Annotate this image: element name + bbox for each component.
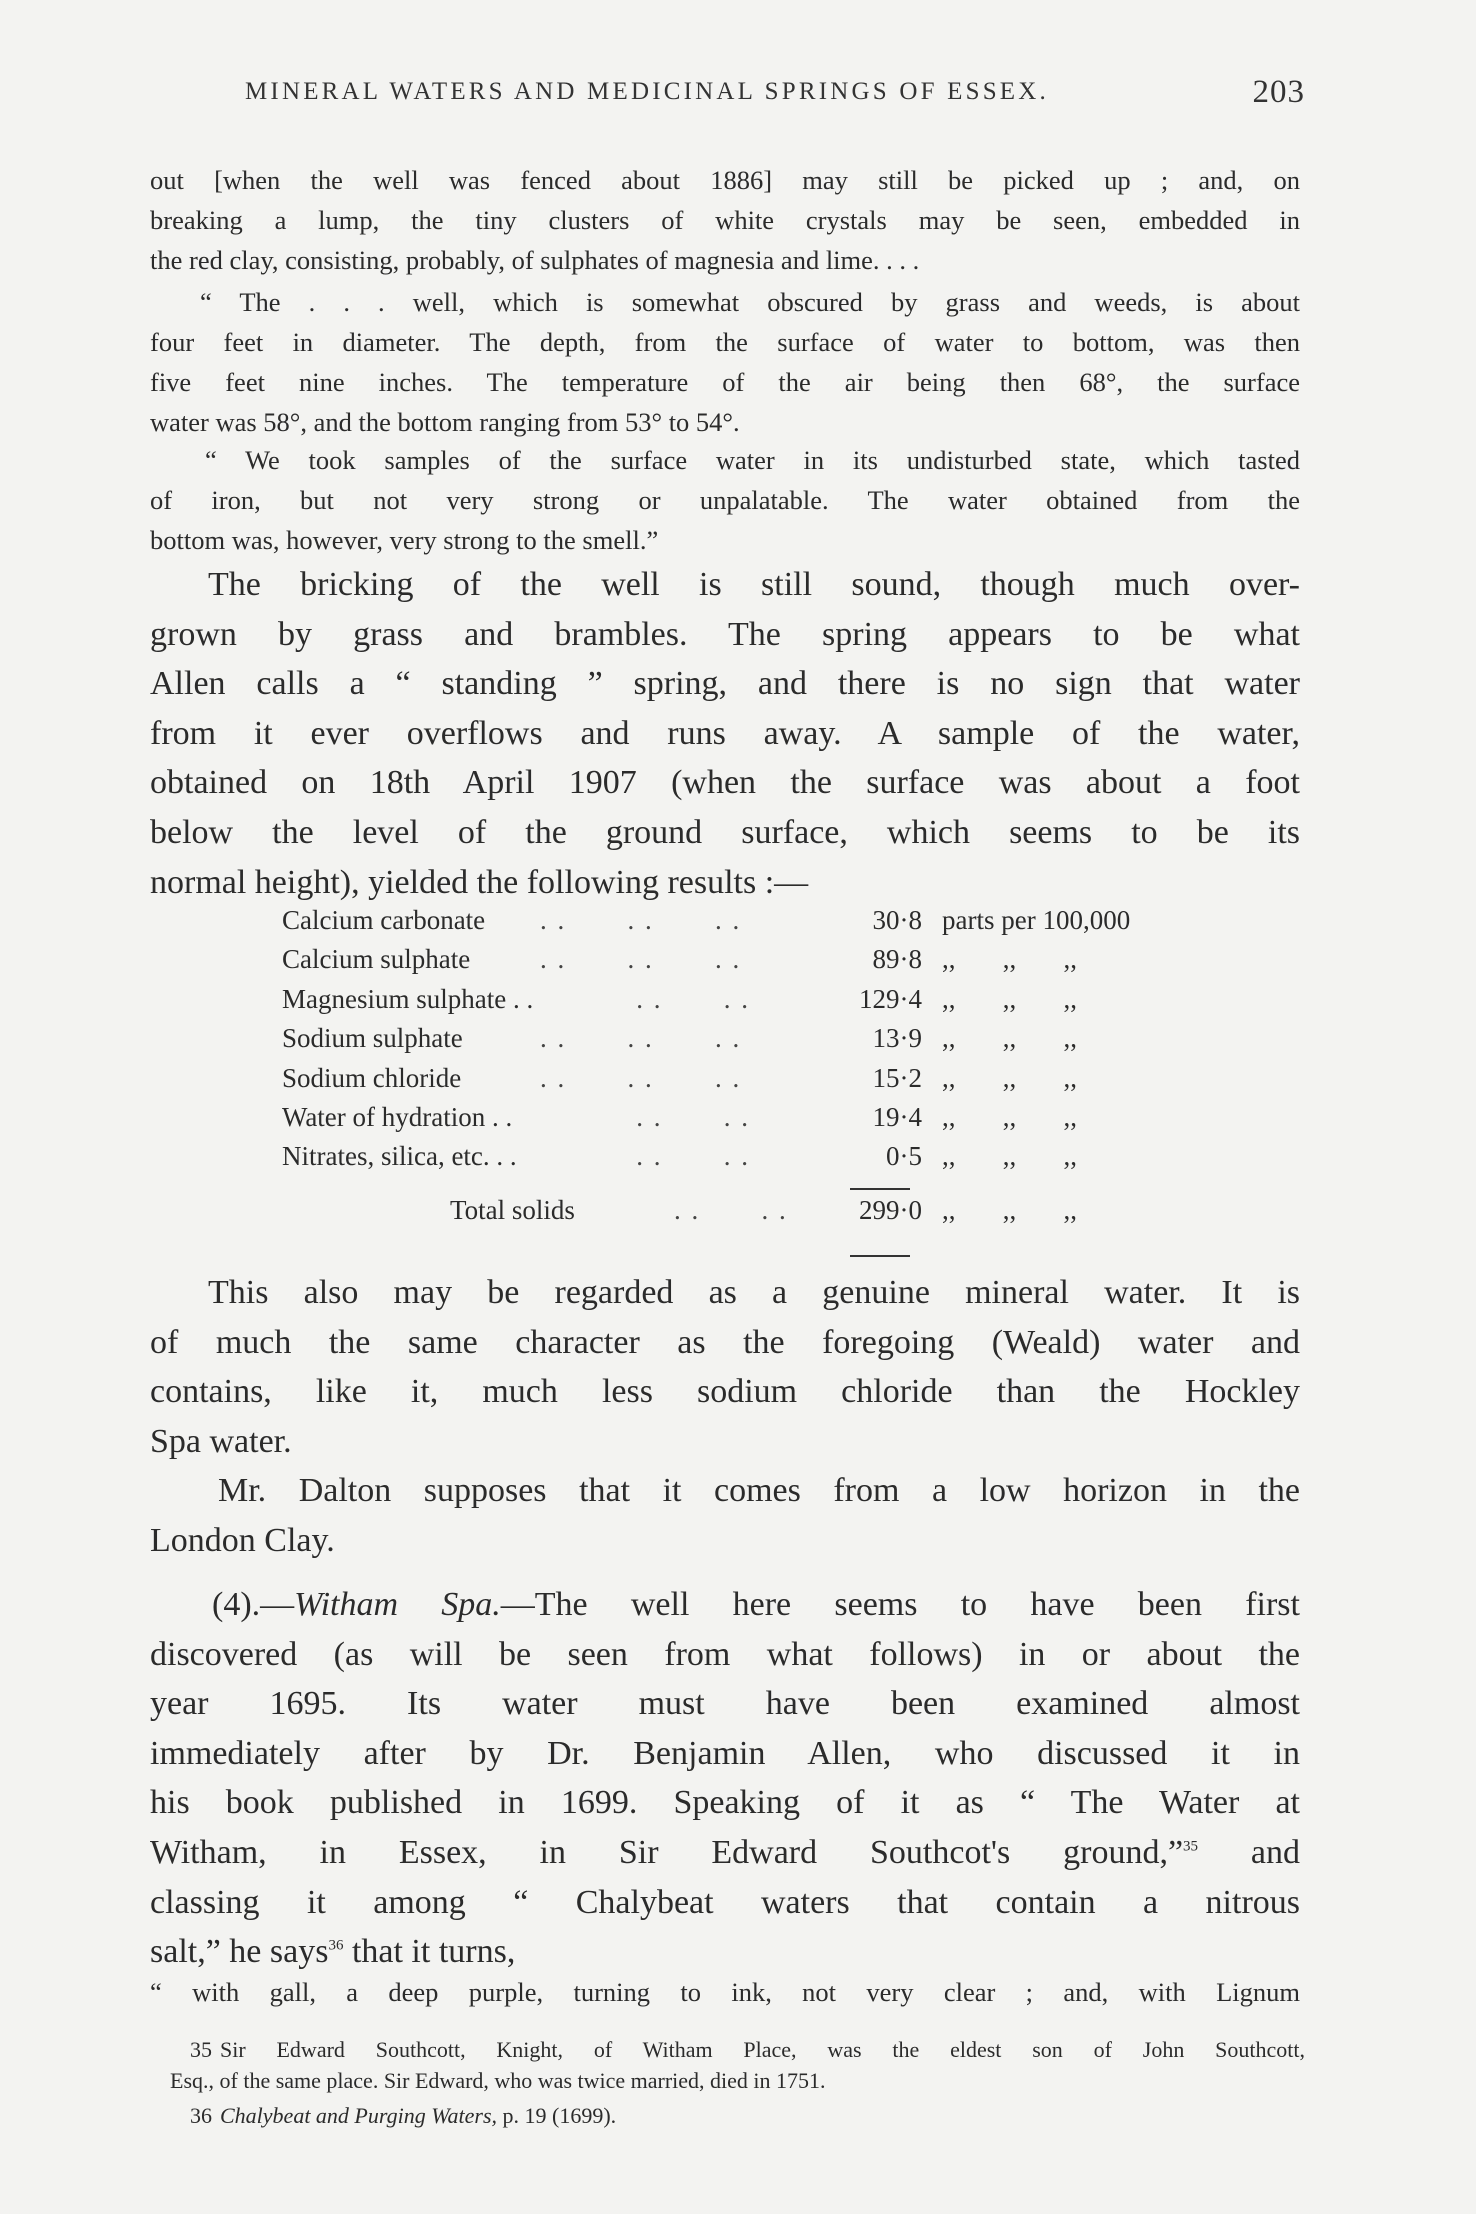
section-title: Witham Spa. [294, 1586, 501, 1623]
text-line: This also may be regarded as a genuine mineral water. It is [208, 1274, 1300, 1311]
text-line: London Clay. [150, 1521, 335, 1559]
row-label: Sodium chloride [282, 1062, 462, 1093]
leader-dots: . . . . [674, 1194, 788, 1225]
text-line: water was 58°, and the bottom ranging from 53° to 54°. [150, 407, 740, 437]
table-row [282, 984, 1182, 1023]
text-line: normal height), yielded the following results :— [150, 863, 809, 901]
text-fragment: and [1198, 1833, 1301, 1871]
row-value: 30·8 [872, 905, 922, 935]
text-line [150, 1828, 1300, 1878]
row-unit: ,, ,, ,, [942, 1062, 1077, 1093]
table-row [282, 1102, 1182, 1141]
paragraph-dalton [150, 1466, 1300, 1565]
text-line: his book published in 1699. Speaking of it as “ The Water at [150, 1784, 1300, 1822]
total-value: 299·0 [859, 1194, 922, 1225]
leader-dots: . . . . . . [540, 944, 742, 975]
footnote-36 [190, 2100, 1325, 2131]
row-label: Calcium sulphate [282, 944, 471, 975]
text-line: Mr. Dalton supposes that it comes from a low horizon in the [218, 1472, 1300, 1509]
table-row [282, 905, 1182, 944]
text-line: of much the same character as the foregoing (Weald) water and [150, 1323, 1300, 1361]
row-label: Water of hydration . . [282, 1101, 513, 1132]
leader-dots: . . . . . . [540, 1062, 742, 1093]
text-line: out [when the well was fenced about 1886] may still be picked up ; and, on [150, 165, 1300, 195]
row-label: Sodium sulphate [282, 1023, 463, 1054]
row-value: 19·4 [872, 1101, 922, 1132]
row-value: 129·4 [859, 983, 922, 1014]
text-line: “ The . . . well, which is somewhat obscured by grass and weeds, is about [200, 287, 1300, 317]
text-line: classing it among “ Chalybeat waters that contain a nitrous [150, 1883, 1300, 1921]
row-label: Magnesium sulphate . . [282, 983, 534, 1014]
leader-dots: . . . . [540, 1141, 750, 1172]
text-line: bottom was, however, very strong to the smell.” [150, 525, 659, 555]
sum-rule-bottom [850, 1255, 910, 1257]
text-line: grown by grass and brambles. The spring appears to be what [150, 615, 1300, 653]
paragraph-witham-spa [150, 1580, 1300, 1977]
text-line: of iron, but not very strong or unpalatable. The water obtained from the [150, 485, 1300, 515]
footnote-35 [170, 2034, 1305, 2096]
table-total-row [282, 1195, 1182, 1234]
footnote-line: Esq., of the same place. Sir Edward, who was twice married, died in 1751. [170, 2068, 826, 2093]
text-fragment: salt,” he says [150, 1933, 329, 1971]
row-label: Calcium carbonate [282, 905, 486, 935]
text-line: obtained on 18th April 1907 (when the surface was about a foot [150, 764, 1300, 802]
row-unit: ,, ,, ,, [942, 983, 1077, 1014]
paragraph-bricking [150, 560, 1300, 907]
paragraph-genuine-water [150, 1268, 1300, 1466]
text-line: immediately after by Dr. Benjamin Allen, who discussed it in [150, 1734, 1300, 1772]
quote-paragraph-samples [150, 440, 1300, 560]
footnote-source-title: Chalybeat and Purging Waters, [220, 2103, 498, 2128]
row-unit: ,, ,, ,, [942, 944, 1077, 975]
text-line: “ with gall, a deep purple, turning to ink, not very clear ; and, with Lignum [150, 1977, 1300, 2007]
row-unit: ,, ,, ,, [942, 1141, 1077, 1172]
row-unit: ,, ,, ,, [942, 1023, 1077, 1054]
text-fragment: that it turns, [343, 1933, 516, 1971]
row-value: 89·8 [872, 944, 922, 975]
total-label: Total solids [450, 1194, 575, 1225]
text-line: Spa water. [150, 1422, 292, 1460]
sum-rule-top [850, 1188, 910, 1190]
leader-dots: . . . . [540, 983, 750, 1014]
row-label: Nitrates, silica, etc. . . [282, 1141, 517, 1172]
text-line: “ We took samples of the surface water in its undisturbed state, which tasted [205, 445, 1300, 475]
text-fragment: —The well here seems to have been first [500, 1586, 1300, 1623]
quote-paragraph-well [150, 282, 1300, 442]
text-line [150, 1927, 1300, 1977]
leader-dots: . . . . . . [540, 1023, 742, 1054]
row-unit: parts per 100,000 [942, 905, 1131, 935]
text-line: four feet in diameter. The depth, from the surface of water to bottom, was then [150, 327, 1300, 357]
footnote-text: Sir Edward Southcott, Knight, of Witham Place, was the eldest son of John Southcott, [220, 2037, 1305, 2062]
leader-dots: . . . . [540, 1101, 750, 1132]
footnote-text: p. 19 (1699). [497, 2103, 617, 2128]
text-line: the red clay, consisting, probably, of sulphates of magnesia and lime. . . . [150, 245, 920, 275]
table-row [282, 944, 1182, 983]
text-line: The bricking of the well is still sound, though much over- [208, 566, 1300, 603]
text-line: year 1695. Its water must have been examined almost [150, 1685, 1300, 1723]
page-number: 203 [1252, 74, 1305, 110]
running-title: MINERAL WATERS AND MEDICINAL SPRINGS OF ESSEX. [245, 78, 1049, 105]
table-row [282, 1141, 1182, 1180]
running-header [245, 74, 1305, 110]
text-line: contains, like it, much less sodium chloride than the Hockley [150, 1373, 1300, 1411]
text-line: five feet nine inches. The temperature of the air being then 68°, the surface [150, 367, 1300, 397]
text-line [150, 1580, 1300, 1630]
row-value: 13·9 [872, 1023, 922, 1054]
table-row [282, 1063, 1182, 1102]
text-line: discovered (as will be seen from what follows) in or about the [150, 1635, 1300, 1673]
text-line: Allen calls a “ standing ” spring, and there is no sign that water [150, 665, 1300, 703]
footnote-line [170, 2034, 1305, 2065]
text-line: breaking a lump, the tiny clusters of white crystals may be seen, embedded in [150, 205, 1300, 235]
footnote-number: 36 [190, 2103, 212, 2128]
total-unit: ,, ,, ,, [942, 1194, 1077, 1225]
analysis-table [282, 905, 1182, 1234]
quote-gall [150, 1972, 1300, 2012]
text-fragment: Witham, in Essex, in Sir Edward Southcot's ground,” [150, 1833, 1184, 1871]
quote-continuation [150, 160, 1300, 280]
row-unit: ,, ,, ,, [942, 1101, 1077, 1132]
footnote-number: 35 [190, 2037, 212, 2062]
footnote-ref-35[interactable]: 35 [1183, 1838, 1199, 1855]
footnote-ref-36[interactable]: 36 [328, 1937, 344, 1954]
leader-dots: . . . . . . [540, 905, 742, 935]
text-line: below the level of the ground surface, which seems to be its [150, 813, 1300, 851]
text-line: from it ever overflows and runs away. A sample of the water, [150, 714, 1300, 752]
section-number: (4).— [212, 1586, 295, 1623]
table-row [282, 1023, 1182, 1062]
row-value: 0·5 [886, 1141, 922, 1172]
row-value: 15·2 [872, 1062, 922, 1093]
